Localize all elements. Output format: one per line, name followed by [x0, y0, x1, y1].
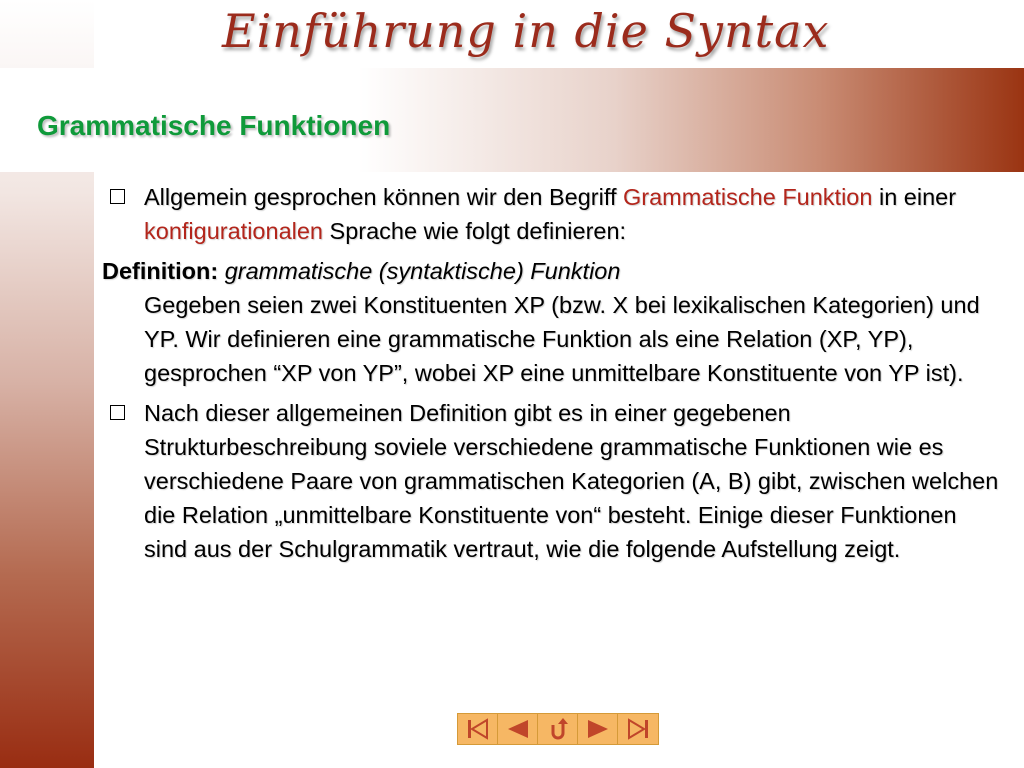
definition-label: Definition: [102, 258, 219, 284]
highlight-konfigurationalen: konfigurationalen [144, 218, 323, 244]
next-slide-button[interactable] [578, 714, 618, 744]
slide-navigation [457, 713, 659, 745]
last-slide-button[interactable] [618, 714, 658, 744]
definition-term: grammatische (syntaktische) Funktion [224, 258, 621, 284]
slide-content [102, 180, 1002, 572]
header-title: Einführung in die Syntax [222, 4, 830, 58]
previous-slide-button[interactable] [498, 714, 538, 744]
previous-slide-icon [505, 718, 531, 740]
next-slide-icon [585, 718, 611, 740]
bullet-item-2 [102, 396, 1002, 566]
definition-heading [102, 254, 1002, 288]
square-bullet-icon [110, 405, 125, 420]
bullet-1-text-b: in einer [872, 184, 957, 210]
square-bullet-icon [110, 189, 125, 204]
return-button[interactable] [538, 714, 578, 744]
slide-title: Grammatische Funktionen [37, 110, 391, 141]
bullet-item-1 [102, 180, 1002, 248]
first-slide-icon [465, 718, 491, 740]
return-icon [545, 717, 571, 741]
first-slide-button[interactable] [458, 714, 498, 744]
bullet-2-text: Nach dieser allgemeinen Definition gibt es in einer gegebenen Strukturbeschreibung soviele verschiedene grammatische Funktionen wie es verschiedene Paare von grammatischen Kategorien (A, B) gibt, zwischen welchen die Relation „unmittelbare Konstituente von“ besteht. Einige dieser Funktionen sind aus der Schulgrammatik vertraut, wie die folgende Aufstellung zeigt. [144, 400, 999, 562]
highlight-grammatische-funktion: Grammatische Funktion [623, 184, 873, 210]
last-slide-icon [625, 718, 651, 740]
bullet-1-text-a: Allgemein gesprochen können wir den Begriff [144, 184, 623, 210]
definition-body: Gegeben seien zwei Konstituenten XP (bzw. X bei lexikalischen Kategorien) und YP. Wir definieren eine grammatische Funktion als eine Relation (XP, YP), gesprochen “XP von YP”, wobei XP eine unmittelbare Konstituente von YP ist). [144, 292, 980, 386]
bullet-1-text-c: Sprache wie folgt definieren: [323, 218, 627, 244]
